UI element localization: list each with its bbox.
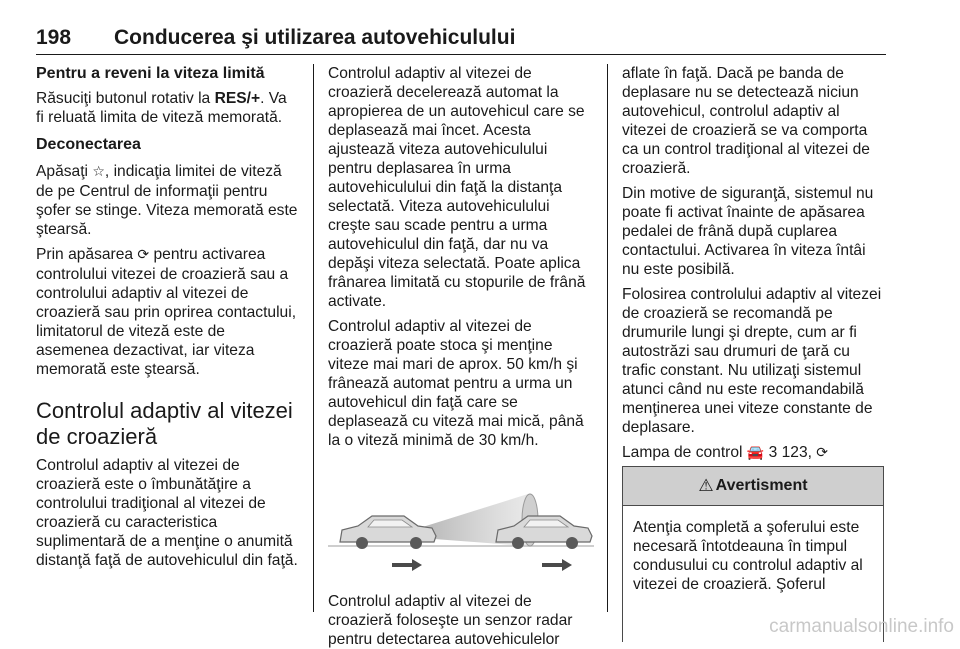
chapter-title: Conducerea şi utilizarea autovehiculului (114, 26, 516, 49)
car-lamp-icon: 🚘 (746, 445, 765, 461)
paragraph-line: croazieră este o îmbunătăţire a (36, 476, 251, 493)
paragraph-line: depăşi viteza selectată. Poate aplica (328, 255, 581, 272)
paragraph-line: drumurile lungi şi drepte, cum ar fi (622, 324, 857, 341)
paragraph-line: autostrăzi sau drumuri de ţară cu (622, 343, 850, 360)
page-number: 198 (36, 26, 72, 49)
paragraph-line: ca un control tradiţional al vitezei de (622, 141, 870, 158)
paragraph-line: croazieră sau prin oprirea contactului, (36, 304, 297, 321)
paragraph-line: croazieră. (622, 160, 691, 177)
paragraph-line: Controlul adaptiv al vitezei de (36, 457, 240, 474)
paragraph-line: ajustează viteza autovehiculului (328, 141, 548, 158)
page-reference-link[interactable]: 3 123, (764, 444, 817, 461)
paragraph-line: controlului tradiţional al vitezei de (36, 495, 266, 512)
paragraph-line: autovehicul, controlul adaptiv al (622, 103, 840, 120)
page-header (36, 26, 886, 55)
paragraph-line: pentru detectarea autovehiculelor (328, 631, 560, 648)
paragraph-line: frânează automat pentru a urma un (328, 375, 573, 392)
paragraph-line: croazieră decelerează automat la (328, 84, 559, 101)
paragraph-line: atunci când nu este recomandabilă (622, 381, 864, 398)
paragraph-line: de pe Centrul de informaţii pentru (36, 183, 268, 200)
cruise-control-icon: ⟳ (137, 247, 150, 263)
paragraph-line: autovehicul din faţă care se (328, 394, 518, 411)
paragraph-line: Răsuciţi butonul rotativ la RES/+. Va (36, 90, 287, 107)
paragraph-line: controlului vitezei de croazieră sau a (36, 266, 289, 283)
radar-illustration-svg (328, 464, 594, 582)
paragraph-line: autovehiculului din faţă la distanţa (328, 179, 563, 196)
column-divider (607, 64, 608, 612)
paragraph-line: Controlul adaptiv al vitezei de (328, 593, 532, 610)
paragraph-line: memorată este ştearsă. (36, 361, 200, 378)
paragraph-line: aflate în faţă. Dacă pe banda de (622, 65, 844, 82)
paragraph-line: Apăsaţi ☆, indicaţia limitei de viteză (36, 163, 282, 180)
paragraph-line: vitezei de croazieră se va comporta (622, 122, 868, 139)
heading-disconnect: Deconectarea (36, 136, 141, 153)
warning-title: Avertisment (715, 477, 808, 494)
watermark: carmanualsonline.info (769, 616, 954, 637)
paragraph-line: deplasare. (622, 419, 695, 436)
paragraph-line: menţinerea unei viteze constante de (622, 400, 873, 417)
paragraph-line: deplasează mai încet. Acesta (328, 122, 531, 139)
paragraph-line: controlului adaptiv al vitezei de (36, 285, 249, 302)
paragraph-line: şofer se stinge. Viteza memorată este (36, 202, 298, 219)
column-1 (36, 64, 302, 570)
radar-illustration (328, 464, 594, 582)
paragraph-line: contactului. Activarea în viteza întâi (622, 242, 866, 259)
paragraph-line: Controlul adaptiv al vitezei de (328, 318, 532, 335)
paragraph-line: creşte sau scade pentru a urma (328, 217, 548, 234)
paragraph-line: viteze mai mari de aprox. 50 km/h şi (328, 356, 578, 373)
paragraph-line: Prin apăsarea ⟳ pentru activarea (36, 246, 266, 263)
paragraph-line: autovehiculul din faţă, dar nu va (328, 236, 549, 253)
control-lamp-reference: Lampa de control 🚘 3 123, ⟳ (622, 444, 829, 461)
paragraph-line: asemenea dezactivat, iar viteza (36, 342, 255, 359)
section-title-acc: Controlul adaptiv al vitezei de croazieră (36, 398, 293, 449)
paragraph-line: activate. (328, 293, 387, 310)
warning-header (623, 467, 883, 506)
warning-triangle-icon: ⚠ (698, 476, 714, 496)
paragraph-line: la o viteză minimă de 30 km/h. (328, 432, 539, 449)
paragraph-line: suplimentară de a menţine o anumită (36, 533, 293, 550)
paragraph-line: ştearsă. (36, 221, 92, 238)
paragraph-line: fi reluată limita de viteză memorată. (36, 109, 283, 126)
paragraph-line: trafic constant. Nu utilizaţi sistemul (622, 362, 862, 379)
paragraph-line: necesară întotdeauna în timpul (633, 538, 848, 555)
paragraph-line: deplasează cu viteză mai mică, până (328, 413, 584, 430)
paragraph-line: croazieră cu caracteristica (36, 514, 218, 531)
column-divider (313, 64, 314, 612)
cruise-control-icon: ⟳ (816, 445, 829, 461)
paragraph-line: deplasare nu se detectează niciun (622, 84, 859, 101)
heading-return-limit: Pentru a reveni la viteza limită (36, 65, 265, 82)
paragraph-line: Controlul adaptiv al vitezei de (328, 65, 532, 82)
paragraph-line: Din motive de siguranţă, sistemul nu (622, 185, 874, 202)
paragraph-line: de croazieră se recomandă pe (622, 305, 833, 322)
paragraph-line: croazieră foloseşte un senzor radar (328, 612, 573, 629)
column-3 (622, 64, 886, 482)
speed-limiter-icon: ☆ (92, 164, 105, 180)
paragraph-line: pentru deplasarea în urma (328, 160, 511, 177)
paragraph-line: distanţă faţă de autovehiculul din faţă. (36, 552, 298, 569)
column-2 (328, 64, 594, 649)
paragraph-line: frânarea limitată cu stopurile de frână (328, 274, 586, 291)
paragraph-line: Folosirea controlului adaptiv al vitezei (622, 286, 882, 303)
paragraph-line: apropierea de un autovehicul care se (328, 103, 585, 120)
paragraph-line: Atenţia completă a şoferului este (633, 519, 860, 536)
paragraph-line: selectată. Viteza autovehiculului (328, 198, 550, 215)
warning-body (623, 506, 883, 594)
paragraph-line: limitatorul de viteză este de (36, 323, 225, 340)
paragraph-line: croazieră poate stoca şi menţine (328, 337, 553, 354)
paragraph-line: nu este posibilă. (622, 261, 735, 278)
paragraph-line: pedalei de frână după cuplarea (622, 223, 838, 240)
paragraph-line: condusului cu controlul adaptiv al (633, 557, 863, 574)
paragraph-line: vitezei de croazieră. Şoferul (633, 576, 826, 593)
paragraph-line: poate fi activat înainte de apăsarea (622, 204, 865, 221)
